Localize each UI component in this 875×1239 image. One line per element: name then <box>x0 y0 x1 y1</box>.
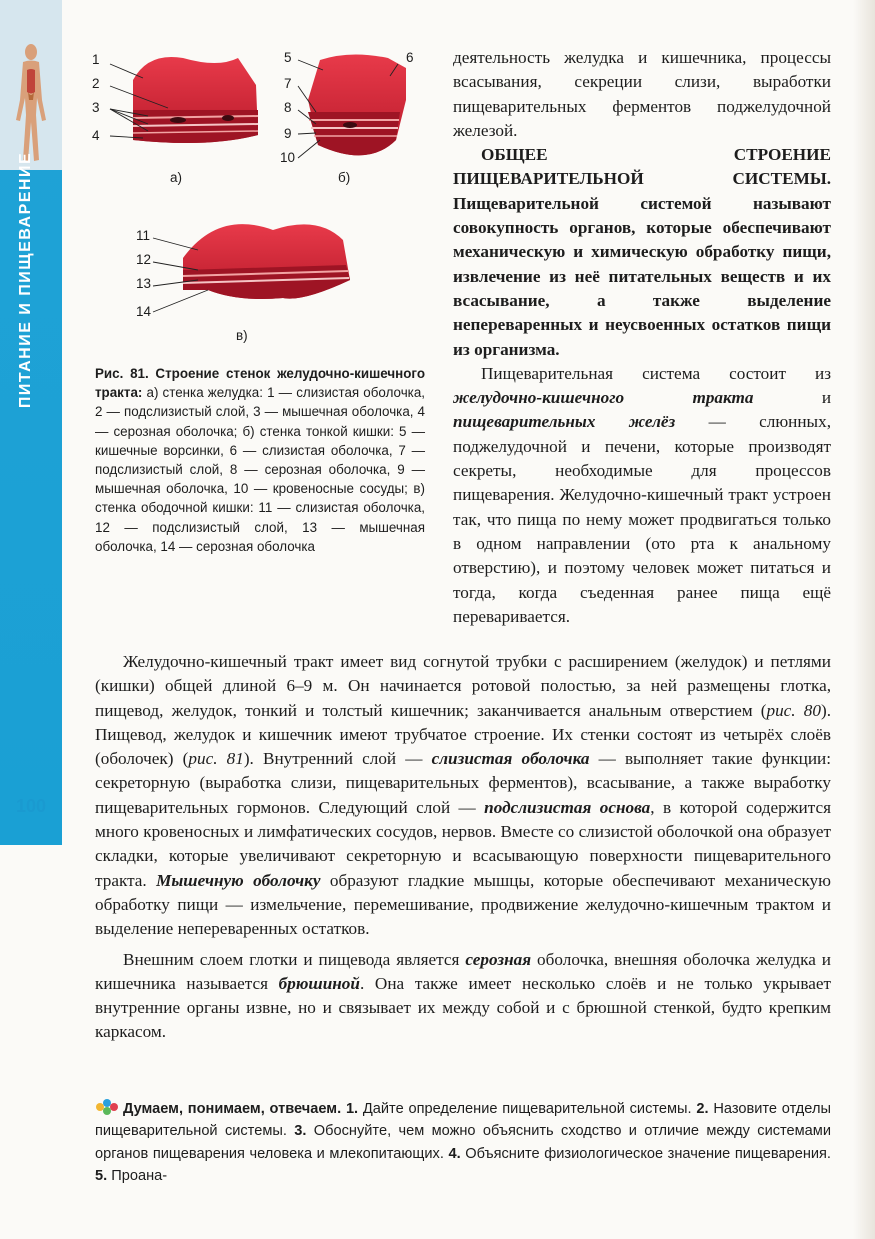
definition-text: Пищеварительной системой называют совокупность органов, которые обеспечивают механическую и химическую обработку пищи, извлечение из неё питательных веществ и их всасывание, а также выделение непереваренных и неусвоенных остатков пищи из организма. <box>453 193 831 359</box>
panel-c-label: в) <box>236 328 248 343</box>
term-digestive-glands: пищеварительных желёз <box>453 412 676 432</box>
text-fragment: Внешним слоем глотки и пищевода является <box>123 949 460 969</box>
question-number: 2. <box>696 1101 709 1117</box>
panel-a-label: а) <box>170 170 183 185</box>
text-fragment: Пищеварительная система состоит из <box>481 363 831 383</box>
term-submucosa: подслизистая основа <box>484 797 651 817</box>
label-12: 12 <box>136 252 152 267</box>
label-2: 2 <box>92 76 100 91</box>
figure-reference: рис. 80 <box>766 700 821 720</box>
paragraph-definition <box>453 143 831 362</box>
figure-81 <box>88 40 433 360</box>
paragraph-serosa <box>95 948 831 1045</box>
label-13: 13 <box>136 276 152 291</box>
right-column-text <box>453 46 831 629</box>
text-fragment: ). Внутренний слой — <box>243 749 423 769</box>
caption-body: а) стенка желудка: 1 — слизистая оболочка, 2 — подслизистый слой, 3 — мышечная оболочка, 4 — серозная оболочка; б) стенка тонкой кишки: 5 — кишечные ворсинки, 6 — слизистая оболочка, 7 — подслизистый слой, 8 — серозная оболочка, 9 — мышечная оболочка, 10 — кровеносные сосуды; в) стенка ободочной кишки: 11 — слизистая оболочка, 12 — подслизистый слой, 13 — мышечная оболочка, 14 — серозная оболочка <box>95 385 425 554</box>
text-fragment: . Она также имеет несколько слоёв и не только укрывает внутренние органы извне, но и связывает их между собой и с брюшной стенкой, будто крепким каркасом. <box>95 973 831 1042</box>
review-questions <box>95 1098 831 1187</box>
question-text: Объясните физиологическое значение пищеварения. <box>465 1145 831 1162</box>
label-4: 4 <box>92 128 100 143</box>
label-7: 7 <box>284 76 292 91</box>
question-number: 3. <box>294 1123 307 1140</box>
term-gi-tract: желудочно-кишечного тракта <box>453 388 754 408</box>
figure-caption <box>95 364 425 556</box>
label-8: 8 <box>284 100 292 115</box>
text-fragment: , в которой содержится много кровеносных и лимфатических сосудов, нервов. Вместе со слизистой оболочкой она образует складки, которые увеличивают секреторную и всасывающую поверхности пищеварительного тракта. <box>95 797 832 890</box>
text-fragment: Желудочно-кишечный тракт имеет вид согнутой трубки с расширением (желудок) и петлями (кишки) общей длиной 6–9 м. Он начинается ротовой полостью, за ней размещены глотка, пищевод, желудок, тонкий и толстый кишечник; заканчивается анальным отверстием ( <box>95 652 831 720</box>
text-fragment: образуют гладкие мышцы, которые обеспечивают механическую обработку пищи — измельчение, перемешивание, продвижение желудочно-кишечным трактом и выделение непереваренных остатков. <box>95 870 831 939</box>
text-fragment: — слюнных, поджелудочной и печени, которые производят секреты, необходимые для процессов пищеварения. Желудочно-кишечный тракт устроен так, что пища по нему может продвигаться только в одном направлении (ото рта к анальному отверстию), и поэтому человек может питаться и тогда, когда съеденная ранее пища ещё переваривается. <box>453 412 832 626</box>
text-fragment: — выполняет такие функции: секреторную (выработка слизи, пищеварительных ферментов), всасывание, а также выработку пищеварительных гормонов. Следующий слой — <box>95 749 832 817</box>
chapter-side-title: ПИТАНИЕ И ПИЩЕВАРЕНИЕ <box>17 151 34 409</box>
label-5: 5 <box>284 50 292 65</box>
question-number: 4. <box>448 1145 461 1162</box>
page-number: 100 <box>15 796 47 816</box>
label-14: 14 <box>136 304 152 319</box>
colon-wall-illustration <box>183 224 350 299</box>
term-peritoneum: брюшиной <box>278 973 360 993</box>
text-fragment: оболочка, внешняя оболочка желудка и кишечника называется <box>95 949 831 993</box>
figure-reference: рис. 81 <box>188 749 244 769</box>
puzzle-icon <box>95 1099 119 1115</box>
question-text: Проана- <box>111 1167 168 1184</box>
paragraph-composition <box>453 362 831 629</box>
term-serosa: серозная <box>465 949 532 969</box>
term-muscularis: Мышечную оболочку <box>156 870 321 890</box>
section-heading: ОБЩЕЕ СТРОЕНИЕ ПИЩЕВАРИТЕЛЬНОЙ СИСТЕМЫ. <box>453 145 831 189</box>
label-11: 11 <box>136 228 151 243</box>
stomach-wall-illustration <box>133 57 258 143</box>
caption-title: Рис. 81. Строение стенок желудочно-кишечного тракта: <box>95 366 425 401</box>
text-fragment: ). Пищевод, желудок и кишечник имеют трубчатое строение. Их стенки состоят из четырёх слоёв (оболочек) ( <box>95 700 831 769</box>
paragraph-continuation: деятельность желудка и кишечника, процессы всасывания, секреции слизи, выработки пищеварительных ферментов поджелудочной железой. <box>453 48 831 140</box>
label-1: 1 <box>92 52 100 67</box>
term-mucosa: слизистая оболочка <box>431 749 590 769</box>
text-fragment: и <box>821 388 832 408</box>
question-number: 1. <box>345 1101 359 1117</box>
label-10: 10 <box>280 150 296 165</box>
question-text: Обоснуйте, чем можно объяснить сходство и отличие между системами органов пищеварения человека и млекопитающих. <box>95 1123 831 1162</box>
label-3: 3 <box>92 100 100 115</box>
page-edge-shadow <box>853 0 875 1239</box>
question-text: Дайте определение пищеварительной системы. <box>362 1101 692 1117</box>
questions-title: Думаем, понимаем, отвечаем. <box>123 1101 342 1117</box>
panel-b-label: б) <box>338 170 351 185</box>
label-6: 6 <box>406 50 414 65</box>
paragraph-structure <box>95 650 831 942</box>
main-text <box>95 650 831 1045</box>
question-text: Назовите отделы пищеварительной системы. <box>95 1101 831 1140</box>
label-9: 9 <box>284 126 292 141</box>
question-number: 5. <box>95 1167 108 1184</box>
